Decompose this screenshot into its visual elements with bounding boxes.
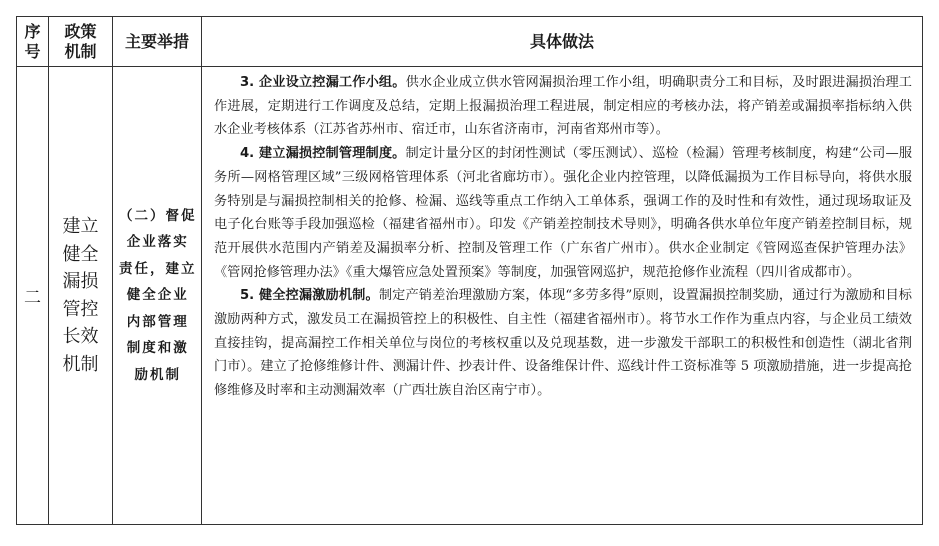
paragraph-body: 供水企业成立供水管网漏损治理工作小组，明确职责分工和目标，及时跟进漏损治理工作进展，定期进行工作调度及总结，定期上报漏损治理工程进展，制定相应的考核办法，将产销差或漏损率指标纳入供水企业考核体系（江苏省苏州市、宿迁市，山东省济南市，河南省郑州市等）。 [214, 75, 912, 138]
measure-line: （二）督促 [119, 207, 197, 224]
paragraph-title: 4. 建立漏损控制管理制度。 [240, 146, 406, 162]
detail-paragraph [214, 284, 912, 403]
measure-line: 内部管理 [126, 313, 189, 330]
header-detail: 具体做法 [202, 17, 923, 67]
measure-line: 健全企业 [126, 287, 189, 304]
row-measure [113, 67, 202, 525]
header-policy [49, 17, 113, 67]
paragraph-title: 3. 企业设立控漏工作小组。 [240, 75, 406, 90]
header-measure: 主要举措 [113, 17, 202, 67]
detail-paragraph [214, 142, 912, 284]
policy-line: 管控 [62, 298, 99, 320]
detail-paragraph [214, 71, 912, 142]
paragraph-body: 制定计量分区的封闭性测试（零压测试）、巡检（检漏）管理考核制度，构建“公司—服务所—网格管理区域”三级网格管理体系（河北省廊坊市）。强化企业内控管理，以降低漏损为工作目标导向，将供水服务特别是与漏损控制相关的抢修、检漏、巡线等重点工作纳入工单体系，强调工作的及时性和有效性，通过现场取证及电子化台账等手段加强巡检（福建省福州市）。印发《产销差控制技术导则》，明确各供水单位年度产销差控制目标，规范开展供水范围内产销差及漏损率分析、控制及管理工作（广东省广州市）。供水企业制定《管网巡查保护管理办法》《管网抢修管理办法》《重大爆管应急处置预案》等制度，加强管网巡护，规范抢修作业流程（四川省成都市）。 [214, 146, 913, 280]
measure-line: 励机制 [134, 366, 181, 383]
header-seq-line: 号 [24, 41, 41, 61]
measure-line: 责任，建立 [119, 260, 197, 277]
paragraph-body: 制定产销差治理激励方案，体现“多劳多得”原则，设置漏损控制奖励，通过行为激励和目标激励两种方式，激发员工在漏损管控上的积极性、自主性（福建省福州市）。将节水工作作为重点内容，与企业员工绩效直接挂钩，提高漏控工作相关单位与岗位的考核权重以及兑现基数，进一步激发干部职工的积极性和创造性（湖北省荆门市）。建立了抢修维修计件、测漏计件、抄表计件、设备维保计件、巡线计件工资标准等 5 项激励措施，进一步提高抢修维修及时率和主动测漏效率（广西壮族自治区南宁市）。 [214, 288, 912, 399]
row-policy [49, 67, 113, 525]
header-seq [17, 17, 49, 67]
policy-line: 健全 [62, 243, 99, 265]
measure-line: 企业落实 [126, 234, 189, 251]
header-policy-line: 政策 [64, 21, 97, 41]
policy-line: 建立 [62, 216, 99, 237]
measure-line: 制度和激 [126, 340, 189, 357]
paragraph-title: 5. 健全控漏激励机制。 [240, 288, 379, 304]
row-seq: 二 [17, 67, 49, 525]
table-row [17, 67, 923, 525]
policy-line: 机制 [62, 353, 99, 375]
policy-line: 漏损 [62, 271, 99, 292]
row-detail [202, 67, 923, 525]
policy-table [16, 16, 923, 525]
header-policy-line: 机制 [64, 41, 97, 61]
header-row [17, 17, 923, 67]
header-seq-line: 序 [24, 21, 41, 41]
policy-line: 长效 [62, 326, 99, 347]
